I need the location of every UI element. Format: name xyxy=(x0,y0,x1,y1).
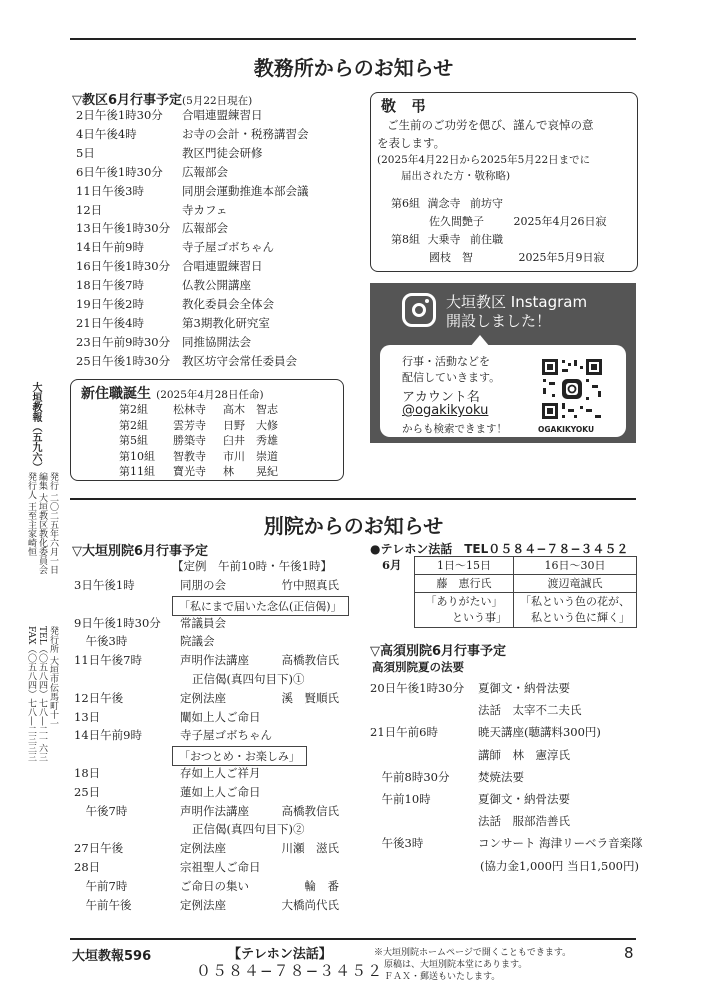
betsuin-schedule-event: 定例法座 xyxy=(180,690,226,705)
sidebar-col1: 発行 二〇二五年六月一日 xyxy=(48,472,58,574)
betsuin-schedule-event: 常議員会 xyxy=(180,615,226,630)
condolence-name: 佐久間艶子 xyxy=(429,215,484,228)
condolence-note1: (2025年4月22日から2025年5月22日までに xyxy=(377,154,591,166)
instagram-title1: 大垣教区 Instagram xyxy=(446,293,588,311)
office-schedule-time: 16日午後1時30分 xyxy=(76,259,171,274)
office-schedule-time: 23日午前9時30分 xyxy=(76,334,171,349)
condolence-role: 前坊守 xyxy=(470,197,503,210)
office-schedule-event: 広報部会 xyxy=(182,221,228,236)
new-priest-group: 第2組 xyxy=(119,418,148,432)
page-number: 8 xyxy=(624,944,634,962)
telephone-topic2a: 「私という色の花が、 xyxy=(520,595,630,608)
betsuin-schedule-event: 寺子屋ゴボちゃん xyxy=(180,728,272,743)
new-priest-temple: 雲芳寺 xyxy=(173,418,206,432)
betsuin-schedule-event: 正信偈(真四句目下)① xyxy=(192,672,305,686)
betsuin-schedule-person: 高橋教信氏 xyxy=(281,653,339,668)
betsuin-schedule-time: 9日午後1時30分 xyxy=(74,615,161,630)
footer-tel-number: ０５８４−７８−３４５２ xyxy=(196,962,384,980)
takasu-schedule-time: 午前8時30分 xyxy=(370,769,450,784)
new-priest-temple: 智教寺 xyxy=(173,449,206,463)
telephone-head2: 16日〜30日 xyxy=(514,557,637,575)
telephone-table xyxy=(414,556,637,628)
takasu-schedule-event: コンサート 海津リーベラ音楽隊 xyxy=(478,836,643,851)
office-schedule-event: 教区門徒会研修 xyxy=(182,145,263,160)
betsuin-schedule-person: 竹中照真氏 xyxy=(281,578,339,592)
betsuin-schedule-event: 闡如上人ご命日 xyxy=(180,709,261,724)
footer-note1: ※大垣別院ホームページで開くこともできます。 xyxy=(374,948,572,958)
sidebar-col6: FAX（〇五八四）七八―二三三三 xyxy=(26,626,36,762)
footer-note3: ＦＡＸ・郵送もいたします。 xyxy=(384,972,501,982)
betsuin-schedule-time: 18日 xyxy=(74,766,101,780)
betsuin-schedule-time: 午前7時 xyxy=(74,878,128,893)
betsuin-schedule-event: 同朋の会 xyxy=(180,578,226,592)
new-priests-title xyxy=(81,383,264,403)
condolence-temple: 満念寺 xyxy=(427,197,461,210)
new-priest-temple: 松林寺 xyxy=(173,403,206,416)
telephone-topic2b: 私という色に輝く」 xyxy=(531,611,630,624)
office-schedule-event: 同推協開法会 xyxy=(182,334,251,349)
telephone-topic1a: 「ありがたい」 xyxy=(425,595,503,608)
new-priest-name: 日野 大修 xyxy=(223,418,278,432)
betsuin-schedule-time: 3日午後1時 xyxy=(74,578,135,592)
betsuin-schedule-event: 定例法座 xyxy=(180,841,226,856)
betsuin-schedule-time: 14日午前9時 xyxy=(74,728,142,743)
betsuin-section-title: 別院からのお知らせ xyxy=(263,514,444,538)
telephone-title: ●テレホン法話 TEL０５８４−７８−３４５２ xyxy=(370,542,629,556)
new-priest-name: 高木 智志 xyxy=(223,403,278,416)
instagram-icon xyxy=(402,293,436,327)
betsuin-schedule-event: 定例法座 xyxy=(180,897,226,912)
takasu-schedule-event: 夏御文・納骨法要 xyxy=(478,792,570,806)
takasu-schedule-event: 法話 服部浩善氏 xyxy=(478,814,570,829)
betsuin-schedule-person: 輪 番 xyxy=(304,878,339,893)
betsuin-schedule-time: 28日 xyxy=(74,860,101,874)
office-schedule-time: 12日 xyxy=(76,202,103,217)
betsuin-schedule-time: 27日午後 xyxy=(74,841,124,856)
betsuin-schedule-time: 12日午後 xyxy=(74,690,124,705)
betsuin-schedule-event: 院議会 xyxy=(180,634,215,649)
instagram-line2: 配信していきます。 xyxy=(402,371,501,384)
betsuin-schedule-person: 高橋教信氏 xyxy=(281,803,339,818)
office-schedule-event: 教区坊守会常任委員会 xyxy=(182,353,297,368)
office-schedule-time: 2日午後1時30分 xyxy=(76,108,163,122)
office-schedule-time: 4日午後4時 xyxy=(76,126,137,141)
takasu-schedule-event: 夏御文・納骨法要 xyxy=(478,681,570,695)
office-schedule-title-text: ▽教区6月行事予定 xyxy=(72,93,183,108)
telephone-speaker2: 渡辺竜誠氏 xyxy=(514,575,637,593)
telephone-topic1 xyxy=(415,593,514,628)
office-schedule-time: 5日 xyxy=(76,145,95,160)
footer-note2: 原稿は、大垣別院本堂にあります。 xyxy=(384,960,528,970)
qr-code[interactable] xyxy=(540,357,604,421)
new-priest-name: 市川 崇道 xyxy=(223,449,278,463)
condolence-title: 敬 弔 xyxy=(381,97,427,115)
office-schedule-event: 同朋会運動推進本部会議 xyxy=(182,183,309,198)
office-schedule-event: 広報部会 xyxy=(182,164,228,179)
condolence-entry-1 xyxy=(391,195,503,211)
condolence-role: 前住職 xyxy=(470,233,503,246)
instagram-title2: 開設しました！ xyxy=(446,312,552,330)
sidebar-col2: 編集 大垣教区教化委員会 xyxy=(37,472,47,574)
betsuin-schedule-time: 午前午後 xyxy=(74,897,132,912)
telephone-month: 6月 xyxy=(382,558,402,572)
takasu-subtitle: 高須別院夏の法要 xyxy=(372,660,464,674)
new-priest-group: 第10組 xyxy=(119,449,155,463)
office-schedule-time: 13日午後1時30分 xyxy=(76,221,171,236)
betsuin-schedule-title: ▽大垣別院6月行事予定 xyxy=(72,544,209,559)
office-schedule-event: 合唱連盟練習日 xyxy=(182,259,263,274)
condolence-note2: 届出された方・敬称略) xyxy=(401,170,511,182)
takasu-schedule-event: (協力金1,000円 当日1,500円) xyxy=(480,858,639,873)
office-schedule-event: お寺の会計・税務講習会 xyxy=(182,126,309,141)
takasu-schedule-time: 午前10時 xyxy=(370,792,431,806)
betsuin-schedule-person: 溪 賢順氏 xyxy=(281,690,339,705)
sidebar-pub-title: 大垣教報（五九六） xyxy=(30,382,41,472)
new-priest-name: 林 晃紀 xyxy=(223,465,278,478)
betsuin-schedule-event: 正信偈(真四句目下)② xyxy=(192,822,305,837)
office-schedule-event: 第3期教化研究室 xyxy=(182,315,270,330)
takasu-schedule-time: 午後3時 xyxy=(370,836,424,851)
condolence-name: 國枝 智 xyxy=(429,251,473,264)
betsuin-schedule-time: 11日午後7時 xyxy=(74,653,142,668)
condolence-text2: を表します。 xyxy=(377,136,446,150)
telephone-topic1b: という事」 xyxy=(452,611,507,624)
condolence-entry-2 xyxy=(391,231,503,247)
betsuin-schedule-event: 「おつとめ・お楽しみ」 xyxy=(172,746,307,766)
instagram-account-label: アカウント名 xyxy=(402,390,480,405)
takasu-title: ▽高須別院6月行事予定 xyxy=(370,644,507,659)
betsuin-schedule-event: 存如上人ご祥月 xyxy=(180,766,261,780)
condolence-date: 2025年4月26日寂 xyxy=(513,215,607,228)
office-schedule-time: 21日午後4時 xyxy=(76,315,144,330)
new-priest-name: 臼井 秀雄 xyxy=(223,434,278,447)
office-schedule-time: 14日午前9時 xyxy=(76,240,144,255)
office-schedule-time: 18日午後7時 xyxy=(76,278,144,293)
takasu-schedule-event: 焚焼法要 xyxy=(478,769,524,784)
footer-tel-label: 【テレホン法話】 xyxy=(228,947,332,962)
condolence-group: 第8組 xyxy=(391,233,420,246)
mid-rule xyxy=(70,498,636,500)
telephone-speaker1: 藤 恵行氏 xyxy=(415,575,514,593)
sidebar-col3: 発行人 王至主家崎恒 xyxy=(26,472,36,556)
new-priest-temple: 勝築寺 xyxy=(173,434,206,447)
condolence-group: 第6組 xyxy=(391,197,420,210)
takasu-schedule-time: 21日午前6時 xyxy=(370,725,438,740)
sidebar-col5: TEL（〇五八四）七八―二一六三 xyxy=(37,626,47,762)
new-priest-group: 第2組 xyxy=(119,403,148,416)
qr-caption: OGAKIKYOKU xyxy=(538,425,595,434)
betsuin-schedule-time: 午後7時 xyxy=(74,803,128,818)
office-schedule-time: 19日午後2時 xyxy=(76,297,144,311)
takasu-schedule-event: 講師 林 憲淳氏 xyxy=(478,747,570,762)
office-schedule-event: 寺カフェ xyxy=(182,202,228,217)
office-schedule-event: 仏教公開講座 xyxy=(182,278,251,293)
office-section-title: 教務所からのお知らせ xyxy=(253,56,454,80)
office-schedule-time: 25日午後1時30分 xyxy=(76,353,171,368)
instagram-panel xyxy=(370,283,636,443)
office-schedule-event: 寺子屋ゴボちゃん xyxy=(182,240,274,255)
new-priests-box xyxy=(70,379,344,481)
office-schedule-time: 6日午後1時30分 xyxy=(76,164,163,179)
office-schedule-time: 11日午後3時 xyxy=(76,183,144,198)
condolence-box xyxy=(370,92,638,272)
condolence-temple: 大乗寺 xyxy=(427,233,461,246)
betsuin-regular: 【定例 午前10時・午後1時】 xyxy=(172,559,332,573)
office-schedule-event: 合唱連盟練習日 xyxy=(182,108,263,122)
betsuin-schedule-person: 大橋尚代氏 xyxy=(281,897,339,912)
instagram-bubble-tail xyxy=(470,335,490,347)
condolence-text1: ご生前のご功労を偲び、謹んで哀悼の意 xyxy=(387,118,594,132)
condolence-name-1 xyxy=(429,213,607,229)
betsuin-schedule-event: 「私にまで届いた念仏(正信偈)」 xyxy=(172,596,349,616)
betsuin-schedule-event: 宗祖聖人ご命日 xyxy=(180,860,261,874)
takasu-schedule-event: 暁天講座(聴講料300円) xyxy=(478,725,601,740)
footer-issue: 大垣教報596 xyxy=(72,949,152,964)
takasu-schedule-event: 法話 太宰不二夫氏 xyxy=(478,703,582,718)
new-priest-temple: 寶光寺 xyxy=(173,465,206,478)
betsuin-schedule-event: 蓮如上人ご命日 xyxy=(180,784,261,799)
betsuin-schedule-event: 声明作法講座 xyxy=(180,653,249,668)
sidebar-col4: 発行所 大垣市伝馬町十一 xyxy=(48,626,58,728)
condolence-name-2 xyxy=(429,249,605,265)
betsuin-schedule-person: 川瀬 滋氏 xyxy=(281,841,339,856)
betsuin-schedule-time: 25日 xyxy=(74,784,101,799)
instagram-line1: 行事・活動などを xyxy=(402,355,490,368)
instagram-account[interactable]: @ogakikyoku xyxy=(402,403,489,418)
new-priest-group: 第5組 xyxy=(119,434,148,447)
new-priests-title-text: 新住職誕生 xyxy=(81,386,151,402)
qr-code-graphic xyxy=(540,357,604,421)
betsuin-schedule-event: 声明作法講座 xyxy=(180,803,249,818)
instagram-search-note: からも検索できます！ xyxy=(402,423,507,435)
new-priests-note: (2025年4月28日任命) xyxy=(156,389,264,401)
telephone-topic2 xyxy=(514,593,637,628)
bottom-rule xyxy=(70,938,636,940)
office-schedule-note: (5月22日現在) xyxy=(182,95,253,107)
takasu-schedule-time: 20日午後1時30分 xyxy=(370,681,465,695)
office-schedule-event: 教化委員会全体会 xyxy=(182,297,274,311)
top-rule xyxy=(70,38,636,40)
new-priest-group: 第11組 xyxy=(119,465,155,478)
betsuin-schedule-time: 午後3時 xyxy=(74,634,128,649)
condolence-date: 2025年5月9日寂 xyxy=(518,251,605,264)
telephone-head1: 1日〜15日 xyxy=(415,557,514,575)
betsuin-schedule-time: 13日 xyxy=(74,709,101,724)
betsuin-schedule-event: ご命日の集い xyxy=(180,878,249,893)
